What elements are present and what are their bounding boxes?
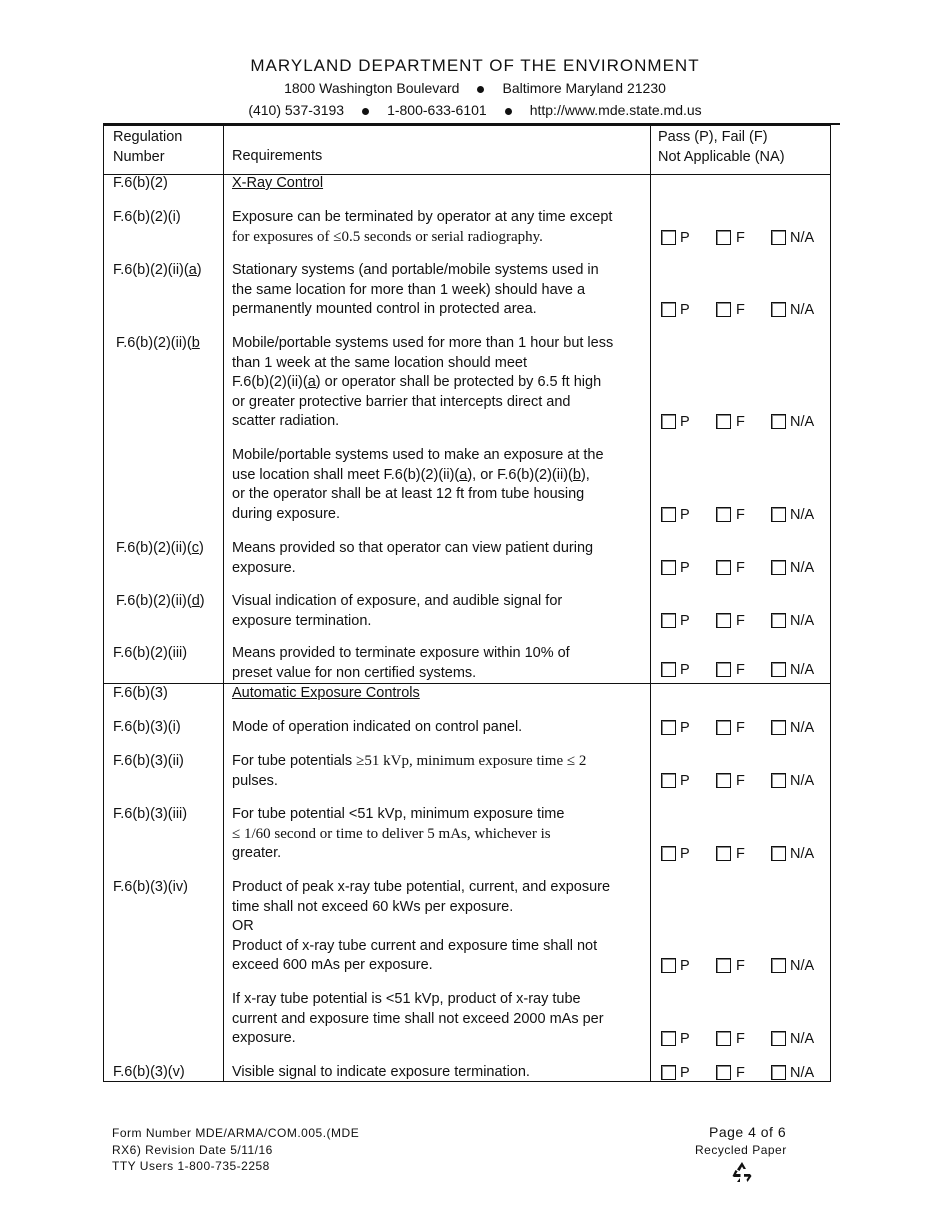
agency-name: MARYLAND DEPARTMENT OF THE ENVIRONMENT: [250, 56, 700, 75]
column-divider: [223, 126, 224, 1081]
requirement-line: scatter radiation.: [232, 413, 340, 429]
na-label: N/A: [790, 613, 815, 629]
tty-number: TTY Users 1-800-735-2258: [112, 1159, 270, 1173]
fail-label: F: [736, 613, 745, 629]
requirement-text: [232, 592, 562, 631]
fail-checkbox[interactable]: [716, 613, 731, 628]
na-label: N/A: [790, 560, 815, 576]
street-address: 1800 Washington Boulevard: [284, 80, 460, 96]
na-checkbox[interactable]: [771, 662, 786, 677]
fail-label: F: [736, 507, 745, 523]
pass-checkbox[interactable]: [661, 720, 676, 735]
header-divider: [104, 174, 830, 175]
req-letter: a: [459, 466, 468, 483]
na-label: N/A: [790, 773, 815, 789]
requirements-header: Requirements: [232, 148, 323, 164]
requirement-line: Visual indication of exposure, and audible signal for: [232, 593, 563, 609]
na-label: N/A: [790, 302, 815, 318]
section-title: [232, 174, 323, 194]
na-checkbox[interactable]: [771, 230, 786, 245]
fail-label: F: [736, 720, 745, 736]
na-checkbox[interactable]: [771, 613, 786, 628]
section-title-text: X-Ray Control: [232, 175, 324, 191]
fail-checkbox[interactable]: [716, 1031, 731, 1046]
regulation-number: F.6(b)(3)(iv): [113, 879, 188, 895]
fail-checkbox[interactable]: [716, 414, 731, 429]
requirement-line: Means provided so that operator can view patient during: [232, 540, 594, 556]
fail-checkbox[interactable]: [716, 507, 731, 522]
requirement-text: [232, 334, 613, 432]
pass-label: P: [680, 846, 690, 862]
contact-line: [0, 102, 950, 118]
req-text: ), or F.6(b)(2)(ii)(: [467, 466, 573, 483]
fail-label: F: [736, 414, 745, 430]
pass-label: P: [680, 414, 690, 430]
pass-checkbox[interactable]: [661, 958, 676, 973]
pass-label: P: [680, 613, 690, 629]
requirement-text: [232, 208, 612, 247]
na-label: N/A: [790, 507, 815, 523]
requirement-line: Stationary systems (and portable/mobile systems used in: [232, 262, 599, 278]
requirement-line: [232, 466, 604, 486]
page-number: Page 4 of 6: [709, 1124, 787, 1140]
checklist-table: [103, 125, 831, 1082]
fail-label: F: [736, 846, 745, 862]
requirement-text: Mode of operation indicated on control panel.: [232, 719, 523, 735]
pass-checkbox[interactable]: [661, 662, 676, 677]
reg-letter: b: [191, 335, 200, 351]
requirement-line: exposure.: [232, 559, 296, 576]
revision-date: RX6) Revision Date 5/11/16: [112, 1142, 273, 1157]
na-checkbox[interactable]: [771, 846, 786, 861]
recycle-icon: [731, 1161, 753, 1183]
recycled-paper-label: Recycled Paper: [695, 1143, 787, 1157]
reg-letter: d: [191, 593, 200, 609]
status-header-line: Not Applicable (NA): [658, 148, 785, 165]
fail-label: F: [736, 958, 745, 974]
pass-label: P: [680, 773, 690, 789]
reg-letter: c: [191, 540, 199, 556]
pass-label: P: [680, 720, 690, 736]
requirement-line: than 1 week at the same location should meet: [232, 354, 528, 371]
pass-label: P: [680, 1065, 690, 1081]
regulation-header-line: Regulation: [113, 129, 183, 145]
requirement-line: or the operator shall be at least 12 ft from tube housing: [232, 486, 585, 502]
na-checkbox[interactable]: [771, 1065, 786, 1080]
requirement-line: If x-ray tube potential is <51 kVp, product of x-ray tube: [232, 991, 581, 1007]
reg-text: ): [199, 593, 205, 609]
pass-checkbox[interactable]: [661, 1031, 676, 1046]
fail-checkbox[interactable]: [716, 846, 731, 861]
req-text: ) or operator shall be protected by 6.5 ft high: [315, 374, 602, 390]
fail-checkbox[interactable]: [716, 302, 731, 317]
requirement-line: or greater protective barrier that intercepts direct and: [232, 393, 571, 410]
req-text: F.6(b)(2)(ii)(: [232, 374, 308, 390]
requirement-text: [232, 805, 564, 864]
pass-fail-na-options: [659, 660, 839, 680]
req-letter: a: [307, 374, 316, 390]
na-label: N/A: [790, 1065, 815, 1081]
pass-label: P: [680, 662, 690, 678]
na-label: N/A: [790, 1031, 815, 1047]
city-address: Baltimore Maryland 21230: [502, 80, 666, 96]
fail-label: F: [736, 773, 745, 789]
req-letter: b: [572, 466, 581, 483]
requirement-text: [232, 878, 610, 976]
regulation-number: F.6(b)(3)(iii): [113, 806, 188, 822]
status-header: [658, 128, 785, 167]
form-info: [112, 1125, 359, 1175]
requirement-text: [232, 539, 593, 578]
address-line: [0, 80, 950, 96]
requirement-line: OR: [232, 918, 254, 934]
fail-label: F: [736, 1031, 745, 1047]
pass-fail-na-options: [659, 505, 839, 525]
pass-label: P: [680, 1031, 690, 1047]
pass-checkbox[interactable]: [661, 846, 676, 861]
requirement-line: [232, 752, 586, 772]
requirement-line: during exposure.: [232, 505, 341, 522]
na-label: N/A: [790, 414, 815, 430]
pass-fail-na-options: [659, 300, 839, 320]
na-checkbox[interactable]: [771, 414, 786, 429]
pass-checkbox[interactable]: [661, 1065, 676, 1080]
pass-label: P: [680, 302, 690, 318]
pass-checkbox[interactable]: [661, 613, 676, 628]
requirement-line: exceed 600 mAs per exposure.: [232, 957, 433, 973]
website-link[interactable]: http://www.mde.state.md.us: [529, 102, 702, 118]
requirement-text: [232, 446, 604, 524]
fail-label: F: [736, 230, 745, 246]
fail-checkbox[interactable]: [716, 773, 731, 788]
regulation-number: F.6(b)(3)(v): [113, 1064, 185, 1080]
pass-fail-na-options: [659, 844, 839, 864]
section-title: [232, 684, 420, 704]
requirement-line: pulses.: [232, 772, 278, 789]
na-checkbox[interactable]: [771, 773, 786, 788]
requirement-line: Product of peak x-ray tube potential, current, and exposure: [232, 879, 611, 895]
requirement-line: preset value for non certified systems.: [232, 664, 477, 681]
requirement-line: [232, 373, 613, 393]
requirement-text: [232, 644, 570, 683]
req-text: For tube potentials: [232, 753, 357, 769]
regulation-header-line: Number: [113, 148, 165, 165]
pass-fail-na-options: [659, 611, 839, 631]
requirement-line: exposure.: [232, 1030, 296, 1046]
pass-fail-na-options: [659, 558, 839, 578]
requirement-line: for exposures of ≤0.5 seconds or serial radiography.: [232, 228, 543, 245]
pass-label: P: [680, 958, 690, 974]
fail-label: F: [736, 560, 745, 576]
reg-text: F.6(b)(2)(ii)(: [113, 262, 189, 278]
regulation-number: F.6(b)(3): [113, 685, 168, 701]
fail-label: F: [736, 302, 745, 318]
regulation-number: F.6(b)(2)(i): [113, 209, 181, 225]
requirement-line: Means provided to terminate exposure within 10% of: [232, 645, 570, 661]
na-checkbox[interactable]: [771, 720, 786, 735]
form-number: Form Number MDE/ARMA/COM.005.(MDE: [112, 1126, 360, 1140]
pass-checkbox[interactable]: [661, 507, 676, 522]
na-checkbox[interactable]: [771, 958, 786, 973]
column-divider: [650, 126, 651, 1081]
fail-checkbox[interactable]: [716, 560, 731, 575]
requirement-text: Visible signal to indicate exposure termination.: [232, 1064, 530, 1080]
pass-fail-na-options: [659, 1063, 839, 1083]
fail-checkbox[interactable]: [716, 958, 731, 973]
pass-checkbox[interactable]: [661, 230, 676, 245]
requirement-line: the same location for more than 1 week) should have a: [232, 281, 586, 298]
na-checkbox[interactable]: [771, 302, 786, 317]
reg-text: F.6(b)(2)(ii)(: [116, 335, 192, 351]
section-divider: [104, 683, 830, 684]
fail-checkbox[interactable]: [716, 662, 731, 677]
na-checkbox[interactable]: [771, 1031, 786, 1046]
na-checkbox[interactable]: [771, 560, 786, 575]
fail-checkbox[interactable]: [716, 1065, 731, 1080]
regulation-number: [116, 539, 204, 559]
req-text: ≥51 kVp, minimum exposure time ≤ 2: [356, 753, 587, 769]
requirement-line: greater.: [232, 845, 282, 861]
na-label: N/A: [790, 720, 815, 736]
na-label: N/A: [790, 662, 815, 678]
bullet-icon: [505, 108, 512, 115]
regulation-number: [113, 261, 202, 281]
pass-checkbox[interactable]: [661, 414, 676, 429]
bullet-icon: [477, 86, 484, 93]
requirement-text: [232, 752, 586, 791]
req-text: use location shall meet F.6(b)(2)(ii)(: [232, 466, 460, 483]
regulation-header: [113, 128, 182, 167]
pass-checkbox[interactable]: [661, 773, 676, 788]
requirement-text: [232, 990, 604, 1049]
requirement-line: Mobile/portable systems used to make an exposure at the: [232, 447, 604, 463]
pass-label: P: [680, 560, 690, 576]
pass-fail-na-options: [659, 956, 839, 976]
na-label: N/A: [790, 230, 815, 246]
reg-text: ): [198, 540, 204, 556]
req-text: ),: [580, 466, 590, 483]
regulation-number: F.6(b)(3)(ii): [113, 753, 184, 769]
fail-label: F: [736, 662, 745, 678]
requirement-line: ≤ 1/60 second or time to deliver 5 mAs, whichever is: [232, 825, 551, 842]
regulation-number: F.6(b)(3)(i): [113, 719, 181, 735]
bullet-icon: [362, 108, 369, 115]
na-label: N/A: [790, 846, 815, 862]
regulation-number: F.6(b)(2)(iii): [113, 645, 188, 661]
requirement-line: exposure termination.: [232, 612, 372, 629]
fail-label: F: [736, 1065, 745, 1081]
regulation-number: [116, 592, 205, 612]
pass-label: P: [680, 507, 690, 523]
pass-fail-na-options: [659, 718, 839, 738]
regulation-number: [116, 334, 200, 354]
requirement-line: Exposure can be terminated by operator at any time except: [232, 209, 613, 225]
requirement-line: permanently mounted control in protected area.: [232, 301, 537, 317]
requirement-line: For tube potential <51 kVp, minimum exposure time: [232, 806, 565, 822]
pass-fail-na-options: [659, 1029, 839, 1049]
regulation-number: F.6(b)(2): [113, 175, 168, 191]
pass-checkbox[interactable]: [661, 560, 676, 575]
reg-text: F.6(b)(2)(ii)(: [116, 593, 192, 609]
fail-checkbox[interactable]: [716, 720, 731, 735]
pass-fail-na-options: [659, 771, 839, 791]
na-label: N/A: [790, 958, 815, 974]
phone-number: (410) 537-3193: [248, 102, 345, 118]
na-checkbox[interactable]: [771, 507, 786, 522]
requirement-line: current and exposure time shall not exceed 2000 mAs per: [232, 1010, 604, 1027]
requirement-line: Mobile/portable systems used for more than 1 hour but less: [232, 335, 614, 351]
tollfree-number: 1-800-633-6101: [387, 102, 487, 118]
pass-label: P: [680, 230, 690, 246]
requirement-text: [232, 261, 599, 320]
requirement-line: Product of x-ray tube current and exposure time shall not: [232, 937, 598, 954]
section-title-text: Automatic Exposure Controls: [232, 685, 420, 701]
pass-fail-na-options: [659, 228, 839, 248]
reg-letter: a: [188, 262, 197, 278]
reg-text: F.6(b)(2)(ii)(: [116, 540, 192, 556]
status-header-line: Pass (P), Fail (F): [658, 129, 768, 145]
fail-checkbox[interactable]: [716, 230, 731, 245]
requirement-line: time shall not exceed 60 kWs per exposure.: [232, 898, 514, 915]
pass-fail-na-options: [659, 412, 839, 432]
reg-text: ): [196, 262, 202, 278]
pass-checkbox[interactable]: [661, 302, 676, 317]
